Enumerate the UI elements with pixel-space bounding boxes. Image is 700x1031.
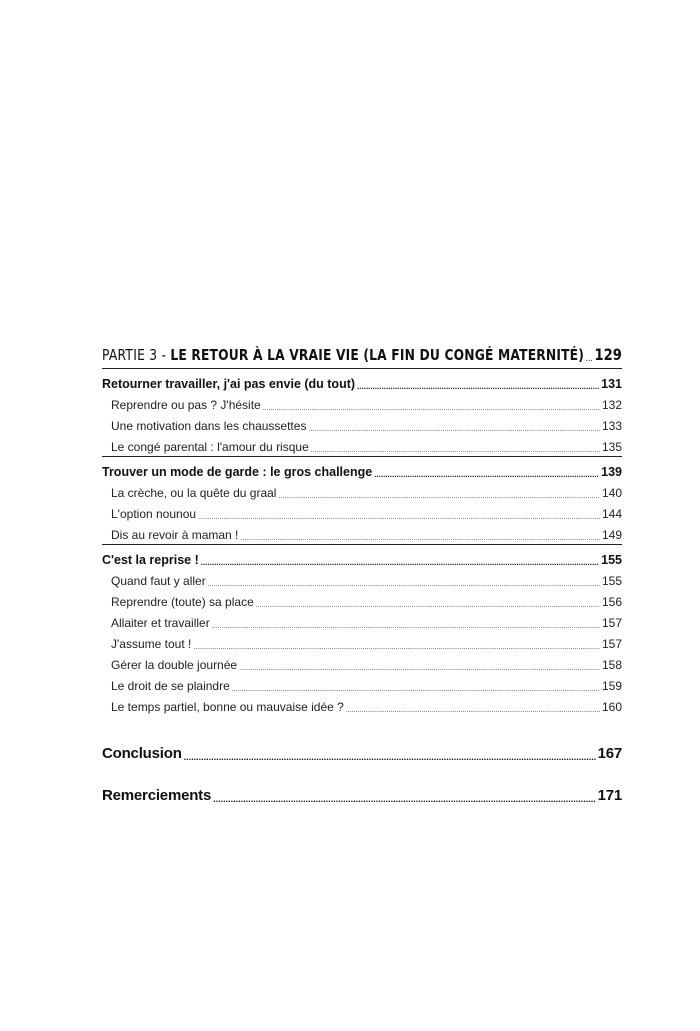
- section-title: L'option nounou: [111, 507, 197, 521]
- page-number: 157: [601, 637, 622, 651]
- section-title: Quand faut y aller: [111, 574, 206, 588]
- toc-section: [102, 412, 622, 433]
- leader-dots: [240, 535, 600, 542]
- spacer: [102, 714, 622, 732]
- page-number: 131: [601, 377, 622, 391]
- page-number: 157: [601, 616, 622, 630]
- page-number: 155: [601, 574, 622, 588]
- chapter-title: Trouver un mode de garde : le gros challenge: [102, 465, 373, 479]
- leader-dots: [184, 752, 596, 762]
- leader-dots: [357, 382, 599, 391]
- section-title: Gérer la double journée: [111, 658, 238, 672]
- leader-dots: [213, 794, 595, 804]
- page-number: 133: [601, 419, 622, 433]
- toc-section: [102, 479, 622, 500]
- spacer: [102, 762, 622, 774]
- leader-dots: [374, 470, 599, 479]
- section-title: Le temps partiel, bonne ou mauvaise idée ?: [111, 700, 344, 714]
- remerciements-title: Remerciements: [102, 787, 212, 804]
- toc-section: [102, 651, 622, 672]
- page-number: 171: [597, 787, 622, 804]
- toc-section: [102, 567, 622, 588]
- toc-chapter: [102, 369, 622, 391]
- page-number: 135: [601, 440, 622, 454]
- table-of-contents: [102, 338, 622, 804]
- leader-dots: [198, 514, 600, 521]
- leader-dots: [586, 354, 593, 364]
- page-number: 158: [601, 658, 622, 672]
- toc-chapter: [102, 457, 622, 479]
- page-number: 140: [601, 486, 622, 500]
- chapter-title: Retourner travailler, j'ai pas envie (du tout): [102, 377, 356, 391]
- page-number: 139: [601, 465, 622, 479]
- section-title: Le droit de se plaindre: [111, 679, 230, 693]
- toc-section: [102, 500, 622, 521]
- leader-dots: [263, 405, 600, 412]
- part-prefix: PARTIE 3 -: [102, 346, 171, 364]
- toc-conclusion: [102, 732, 622, 762]
- toc-part-heading: [102, 338, 622, 364]
- section-title: Une motivation dans les chaussettes: [111, 419, 307, 433]
- section-title: La crèche, ou la quête du graal: [111, 486, 277, 500]
- page-number: 156: [601, 595, 622, 609]
- leader-dots: [239, 665, 600, 672]
- section-title: Dis au revoir à maman !: [111, 528, 239, 542]
- leader-dots: [208, 581, 600, 588]
- leader-dots: [346, 707, 600, 714]
- section-title: Reprendre ou pas ? J'hésite: [111, 398, 261, 412]
- leader-dots: [308, 426, 600, 433]
- toc-section: [102, 693, 622, 714]
- leader-dots: [201, 558, 599, 567]
- page-number: 149: [601, 528, 622, 542]
- page-number: 129: [594, 345, 622, 364]
- toc-section: [102, 588, 622, 609]
- leader-dots: [193, 644, 600, 651]
- toc-chapter: [102, 545, 622, 567]
- toc-section: [102, 391, 622, 412]
- leader-dots: [212, 623, 600, 630]
- chapter-title: C'est la reprise !: [102, 553, 199, 567]
- toc-section: [102, 630, 622, 651]
- toc-section: [102, 433, 622, 454]
- part-label: [102, 346, 584, 364]
- leader-dots: [232, 686, 600, 693]
- page-number: 144: [601, 507, 622, 521]
- page-number: 159: [601, 679, 622, 693]
- toc-section: [102, 609, 622, 630]
- section-title: Allaiter et travailler: [111, 616, 210, 630]
- toc-section: [102, 672, 622, 693]
- section-title: J'assume tout !: [111, 637, 192, 651]
- conclusion-title: Conclusion: [102, 745, 182, 762]
- page-number: 160: [601, 700, 622, 714]
- page-number: 167: [597, 745, 622, 762]
- leader-dots: [278, 493, 600, 500]
- page-number: 155: [601, 553, 622, 567]
- part-title: LE RETOUR À LA VRAIE VIE (LA FIN DU CONGÉ MATERNITÉ): [170, 346, 585, 364]
- section-title: Reprendre (toute) sa place: [111, 595, 254, 609]
- leader-dots: [256, 602, 600, 609]
- section-title: Le congé parental : l'amour du risque: [111, 440, 309, 454]
- leader-dots: [311, 447, 600, 454]
- toc-section: [102, 521, 622, 542]
- toc-remerciements: [102, 774, 622, 804]
- page-number: 132: [601, 398, 622, 412]
